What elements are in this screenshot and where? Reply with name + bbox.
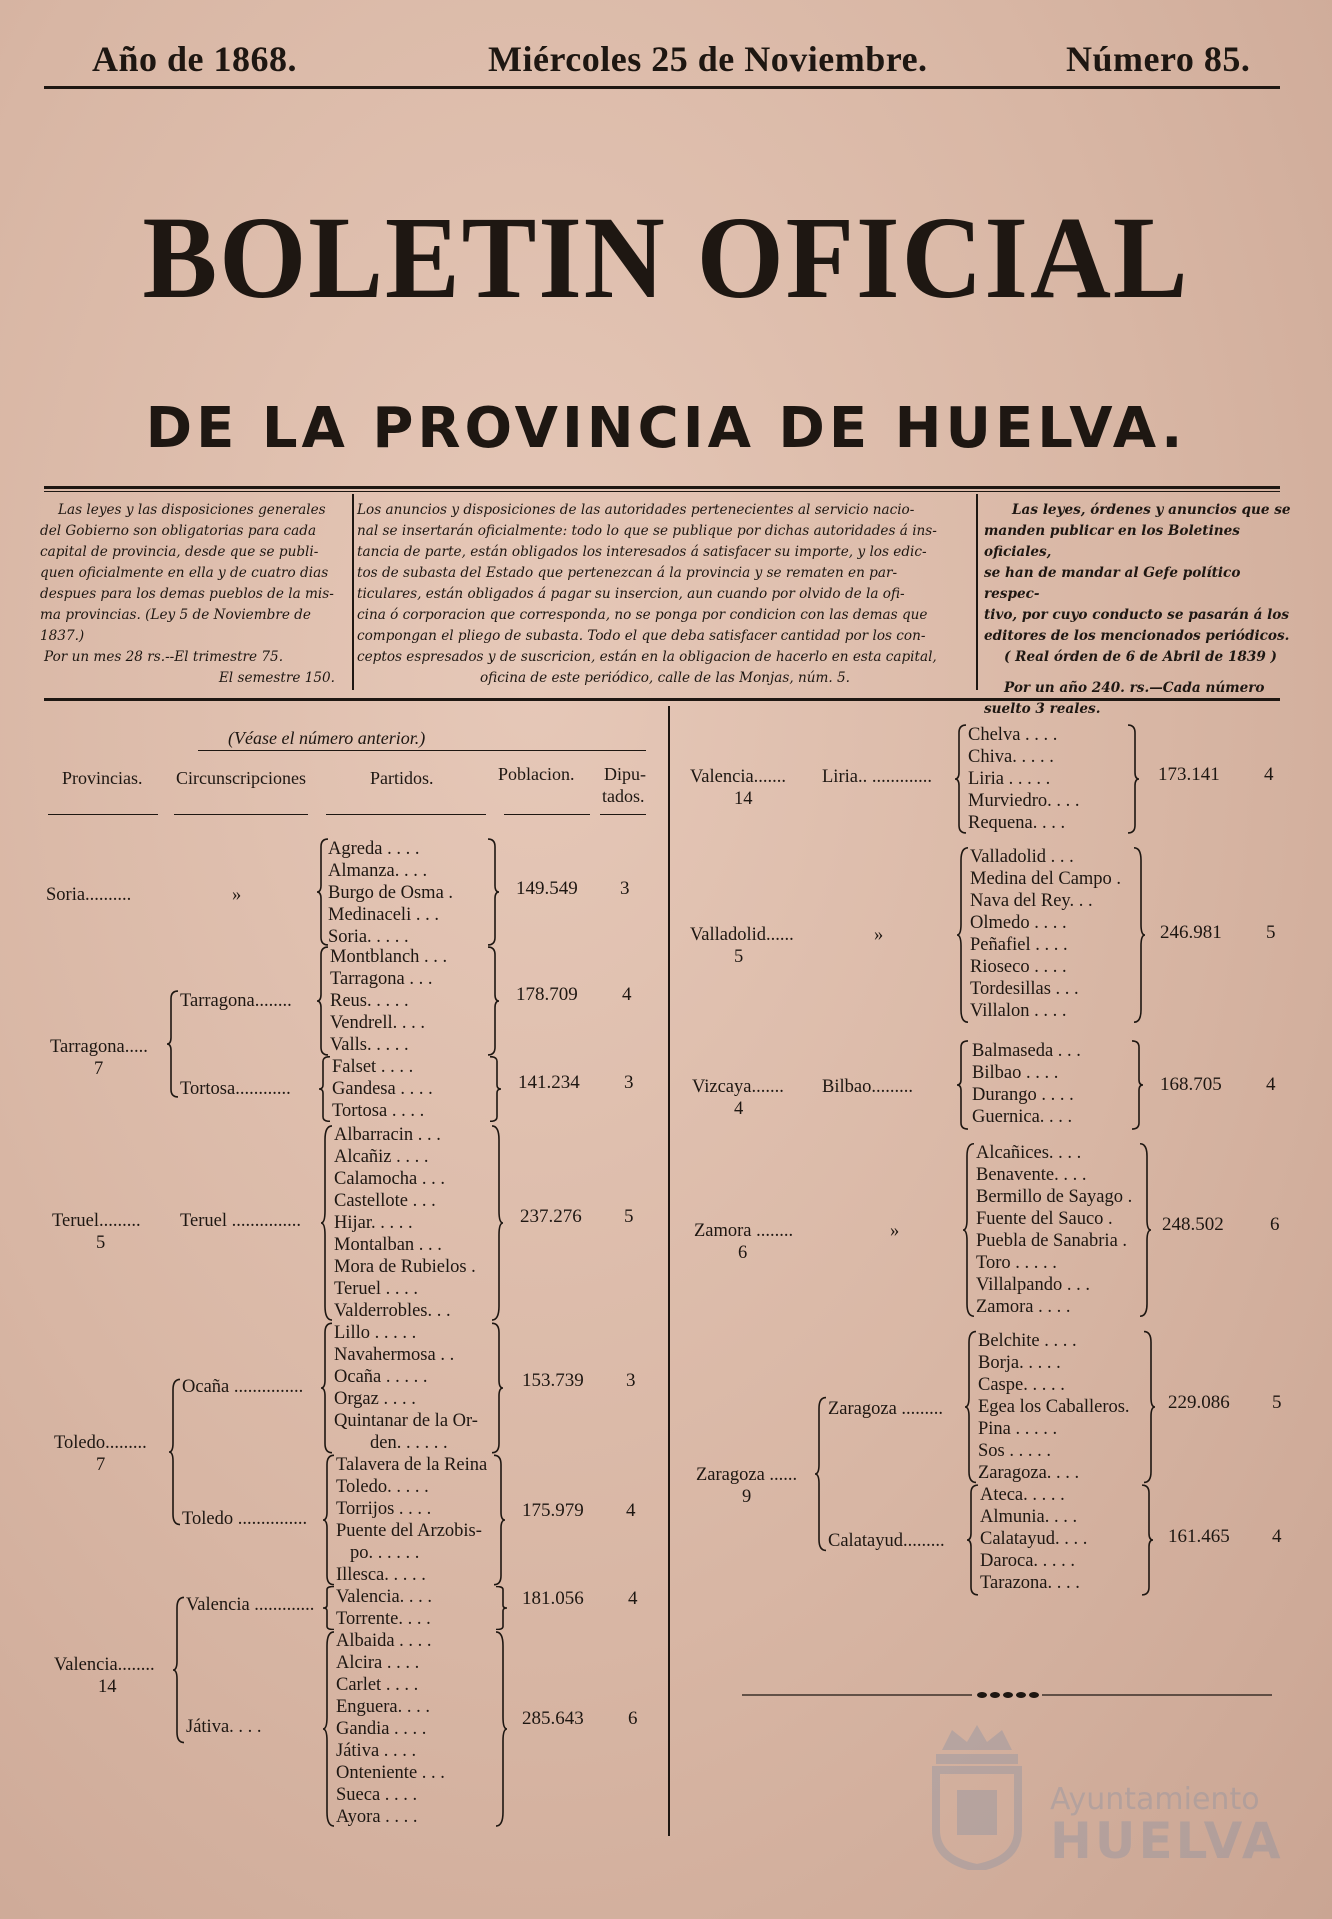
province-number: 7: [96, 1455, 106, 1475]
partido: Valls. . . . .: [330, 1035, 409, 1055]
partido: Illesca. . . . .: [336, 1565, 426, 1585]
notice-left-line: 1837.): [40, 628, 85, 644]
brace-right: [494, 1586, 508, 1630]
partido: Castellote . . .: [334, 1191, 436, 1211]
brace-left: [956, 1040, 970, 1130]
partido: Teruel . . . .: [334, 1279, 418, 1299]
header-underline: [504, 814, 590, 815]
partido: Valderrobles. . .: [334, 1301, 451, 1321]
partido: Toledo. . . . .: [336, 1477, 429, 1497]
partido: Fuente del Sauco .: [976, 1209, 1113, 1229]
partido: Ayora . . . .: [336, 1807, 418, 1827]
brace-left: [322, 1630, 336, 1828]
partido-list: [968, 724, 1080, 834]
partido-list: [970, 846, 1121, 1022]
partido-list: [976, 1142, 1132, 1318]
province-number: 5: [96, 1233, 106, 1253]
brace-right: [490, 1124, 504, 1322]
brace-right: [1126, 724, 1140, 834]
circ-tortosa: Tortosa............: [180, 1079, 291, 1099]
notice-left-line: del Gobierno son obligatorias para cada: [40, 523, 317, 539]
notice-right-line: suelto 3 reales.: [984, 701, 1101, 717]
diputados-value: 3: [626, 1370, 636, 1391]
col-partidos: Partidos.: [370, 768, 434, 788]
diputados-value: 5: [624, 1206, 634, 1227]
diputados-value: 4: [628, 1588, 638, 1609]
brace-right: [486, 946, 500, 1056]
diputados-value: 5: [1266, 922, 1276, 943]
notice-divider-2: [976, 494, 978, 690]
circ-ocana: Ocaña ...............: [182, 1377, 304, 1397]
partido: Tarazona. . . .: [980, 1573, 1080, 1593]
partido-list: [334, 1124, 476, 1322]
col-diputados: Dipu-: [604, 764, 646, 784]
partido: Bilbao . . . .: [972, 1063, 1059, 1083]
brace-circ: [814, 1396, 828, 1552]
notice-left-line: capital de provincia, desde que se publi-: [40, 544, 319, 560]
partido: Puebla de Sanabria .: [976, 1231, 1128, 1251]
notice-right-line: tivo, por cuyo conducto se pasarán á los: [984, 607, 1289, 623]
partido: Vendrell. . . .: [330, 1013, 426, 1033]
province-number: 5: [734, 947, 744, 967]
masthead-subtitle: DE LA PROVINCIA DE HUELVA.: [145, 396, 1187, 461]
partido: Caspe. . . . .: [978, 1375, 1065, 1395]
partido: Villalpando . . .: [976, 1275, 1090, 1295]
partido: Valencia. . . .: [336, 1587, 433, 1607]
partido: Nava del Rey. . .: [970, 891, 1093, 911]
partido: Alcañiz . . . .: [334, 1147, 429, 1167]
partido: Tordesillas . . .: [970, 979, 1079, 999]
poblacion-value: 229.086: [1168, 1392, 1230, 1413]
masthead-title: BOLETIN OFICIAL: [142, 192, 1190, 323]
province-teruel: Teruel.........: [52, 1211, 141, 1231]
brace-right: [492, 1454, 506, 1586]
brace-right: [494, 1630, 508, 1828]
partido-list: [328, 838, 453, 948]
partido: Hijar. . . . .: [334, 1213, 413, 1233]
poblacion-value: 141.234: [518, 1072, 580, 1093]
notice-center-line: compongan el pliego de subasta. Todo el que deba satisfacer cantidad por los con-: [357, 628, 926, 644]
notice-center-line: tos de subasta del Estado que pertenezcan á la provincia y se rematen en par-: [357, 565, 898, 581]
table-note: (Véase el número anterior.): [228, 728, 426, 748]
partido-list: [972, 1040, 1081, 1128]
province-number: 14: [98, 1677, 117, 1697]
diputados-value: 6: [1270, 1214, 1280, 1235]
ayuntamiento-huelva-watermark: [922, 1720, 1284, 1870]
notice-center-line: oficina de este periódico, calle de las Monjas, núm. 5.: [480, 670, 850, 686]
notice-center-line: ceptos espresados y de suscricion, están en la obligacion de hacerlo en esta capital,: [357, 649, 937, 665]
notice-left-line: El semestre 150.: [218, 670, 335, 686]
partido: Guernica. . . .: [972, 1107, 1073, 1127]
brace-right: [1140, 1484, 1154, 1596]
diputados-value: 6: [628, 1708, 638, 1729]
brace-left: [322, 1454, 336, 1586]
notice-center-line: ticulares, están obligados á pagar su insercion, aun cuando por olvido de la ofi-: [357, 586, 905, 602]
province-vizcaya: Vizcaya.......: [692, 1077, 784, 1097]
notice-right-line: Por un año 240. rs.—Cada número: [1004, 680, 1265, 696]
diputados-value: 4: [1272, 1526, 1282, 1547]
circ-ditto: »: [874, 925, 884, 945]
partido: Alcañices. . . .: [976, 1143, 1082, 1163]
notice-center-line: nal se insertarán oficialmente: todo lo que se publique por dichas autoridades á ins-: [357, 523, 937, 539]
partido: Montblanch . . .: [330, 947, 448, 967]
partido: Olmedo . . . .: [970, 913, 1067, 933]
end-ornament: [742, 1686, 1272, 1698]
partido: Medinaceli . . .: [328, 905, 439, 925]
brace-left: [322, 1586, 336, 1630]
col-provincias: Provincias.: [62, 768, 143, 788]
diputados-value: 4: [1266, 1074, 1276, 1095]
partido: Falset . . . .: [332, 1057, 414, 1077]
watermark-line2: HUELVA: [1050, 1812, 1284, 1870]
brace-left: [956, 846, 970, 1024]
diputados-value: 4: [626, 1500, 636, 1521]
brace-left: [320, 1322, 334, 1454]
partido: Liria . . . . .: [968, 769, 1051, 789]
column-divider: [668, 706, 670, 1836]
partido: Villalon . . . .: [970, 1001, 1067, 1021]
partido: Torrente. . . .: [336, 1609, 431, 1629]
notice-center-line: tancia de parte, están obligados los interesados á satisfacer su importe, y los edic-: [357, 544, 927, 560]
province-number: 9: [742, 1487, 752, 1507]
header-rule: [44, 86, 1280, 89]
partido: Quintanar de la Or-: [334, 1411, 478, 1431]
poblacion-value: 246.981: [1160, 922, 1222, 943]
notice-center: [357, 500, 973, 689]
partido: Calamocha . . .: [334, 1169, 445, 1189]
partido: Belchite . . . .: [978, 1331, 1077, 1351]
partido-list: [334, 1322, 478, 1454]
notice-left: [40, 500, 345, 689]
province-number: 14: [734, 789, 753, 809]
province-tarragona: Tarragona.....: [50, 1037, 148, 1057]
brace-right: [486, 838, 500, 946]
partido: Lillo . . . . .: [334, 1323, 417, 1343]
brace-right: [1132, 846, 1146, 1024]
watermark-line1: Ayuntamiento: [1050, 1782, 1260, 1817]
circ-ditto: »: [232, 885, 242, 905]
partido-list: [332, 1056, 433, 1122]
province-zaragoza: Zaragoza ......: [696, 1465, 798, 1485]
partido: Albaida . . . .: [336, 1631, 432, 1651]
poblacion-value: 178.709: [516, 984, 578, 1005]
notice-right-line: Las leyes, órdenes y anuncios que se: [1012, 502, 1291, 518]
notice-left-line: Las leyes y las disposiciones generales: [58, 502, 326, 518]
notice-right-line: manden publicar en los Boletines oficiales,: [984, 523, 1240, 560]
issue-number: Número 85.: [1066, 39, 1251, 79]
brace-right: [1138, 1142, 1152, 1318]
partido: Játiva . . . .: [336, 1741, 417, 1761]
partido: Onteniente . . .: [336, 1763, 445, 1783]
province-number: 6: [738, 1243, 748, 1263]
notice-left-line: despues para los demas pueblos de la mis-: [40, 586, 334, 602]
poblacion-value: 168.705: [1160, 1074, 1222, 1095]
partido: Calatayud. . . .: [980, 1529, 1088, 1549]
partido: Enguera. . . .: [336, 1697, 431, 1717]
partido: Rioseco . . . .: [970, 957, 1067, 977]
partido: Gandia . . . .: [336, 1719, 427, 1739]
brace-right: [1142, 1330, 1156, 1484]
partido: Medina del Campo .: [970, 869, 1122, 889]
partido: Mora de Rubielos .: [334, 1257, 476, 1277]
partido: Carlet . . . .: [336, 1675, 419, 1695]
partido: Balmaseda . . .: [972, 1041, 1081, 1061]
partido: Zamora . . . .: [976, 1297, 1071, 1317]
notice-right: [984, 500, 1296, 720]
partido: Sos . . . . .: [978, 1441, 1051, 1461]
partido-list: [980, 1484, 1087, 1594]
partido: den. . . . . .: [370, 1433, 448, 1453]
notice-bottom-rule: [44, 698, 1280, 701]
partido-list: [336, 1454, 487, 1586]
brace-right: [1130, 1040, 1144, 1130]
partido: Chelva . . . .: [968, 725, 1058, 745]
partido: Orgaz . . . .: [334, 1389, 416, 1409]
partido: Borja. . . . .: [978, 1353, 1061, 1373]
poblacion-value: 173.141: [1158, 764, 1220, 785]
notice-center-line: cina ó corporacion que corresponda, no se ponga por condicion con las demas que: [357, 607, 928, 623]
circ-liria: Liria.. .............: [822, 767, 932, 787]
diputados-value: 5: [1272, 1392, 1282, 1413]
partido: Bermillo de Sayago .: [976, 1187, 1133, 1207]
diputados-value: 3: [620, 878, 630, 899]
notice-left-line: ma provincias. (Ley 5 de Noviembre de: [40, 607, 311, 623]
brace-left: [316, 946, 330, 1056]
notice-divider-1: [352, 494, 354, 690]
poblacion-value: 181.056: [522, 1588, 584, 1609]
circ-zaragoza: Zaragoza .........: [828, 1399, 944, 1419]
poblacion-value: 248.502: [1162, 1214, 1224, 1235]
diputados-value: 4: [622, 984, 632, 1005]
circ-valencia: Valencia .............: [186, 1595, 315, 1615]
partido: Gandesa . . . .: [332, 1079, 433, 1099]
partido: Alcira . . . .: [336, 1653, 420, 1673]
notice-left-line: Por un mes 28 rs.--El trimestre 75.: [44, 649, 284, 665]
partido-list: [336, 1630, 445, 1828]
date-label: Miércoles 25 de Noviembre.: [488, 39, 928, 79]
brace-left: [962, 1142, 976, 1318]
poblacion-value: 285.643: [522, 1708, 584, 1729]
circ-ditto: »: [890, 1221, 900, 1241]
brace-left: [954, 724, 968, 834]
notice-right-line: se han de mandar al Gefe político respec-: [984, 565, 1241, 602]
circ-teruel: Teruel ...............: [180, 1211, 301, 1231]
partido: po. . . . . .: [350, 1543, 420, 1563]
col-circunscripciones: Circunscripciones: [176, 768, 306, 788]
partido: Ocaña . . . . .: [334, 1367, 428, 1387]
diputados-value: 3: [624, 1072, 634, 1093]
poblacion-value: 175.979: [522, 1500, 584, 1521]
brace-left: [966, 1484, 980, 1596]
year-label: Año de 1868.: [92, 39, 298, 79]
poblacion-value: 237.276: [520, 1206, 582, 1227]
partido: Almanza. . . .: [328, 861, 428, 881]
partido: Navahermosa . .: [334, 1345, 455, 1365]
partido: Albarracin . . .: [334, 1125, 441, 1145]
partido: Toro . . . . .: [976, 1253, 1057, 1273]
notice-left-line: quen oficialmente en ella y de cuatro dias: [40, 565, 329, 581]
province-valencia-right: Valencia.......: [690, 767, 787, 787]
province-number: 7: [94, 1059, 104, 1079]
partido: Torrijos . . . .: [336, 1499, 432, 1519]
brace-left: [320, 1124, 334, 1322]
poblacion-value: 161.465: [1168, 1526, 1230, 1547]
poblacion-value: 153.739: [522, 1370, 584, 1391]
col-poblacion: Poblacion.: [498, 764, 575, 784]
province-toledo: Toledo.........: [54, 1433, 147, 1453]
header-underline: [326, 814, 486, 815]
partido: Requena. . . .: [968, 813, 1066, 833]
diputados-value: 4: [1264, 764, 1274, 785]
partido: Montalban . . .: [334, 1235, 442, 1255]
partido: Egea los Caballeros.: [978, 1397, 1130, 1417]
coat-of-arms-icon: [922, 1720, 1032, 1870]
partido: Almunia. . . .: [980, 1507, 1078, 1527]
brace-right: [490, 1322, 504, 1454]
partido: Burgo de Osma .: [328, 883, 454, 903]
circ-bilbao: Bilbao.........: [822, 1077, 913, 1097]
circ-tarragona: Tarragona........: [180, 991, 292, 1011]
partido-list: [336, 1586, 432, 1630]
header-underline: [174, 814, 308, 815]
partido: Murviedro. . . .: [968, 791, 1080, 811]
province-number: 4: [734, 1099, 744, 1119]
partido: Reus. . . . .: [330, 991, 409, 1011]
partido: Tortosa . . . .: [332, 1101, 425, 1121]
partido: Sueca . . . .: [336, 1785, 418, 1805]
partido: Talavera de la Reina: [336, 1455, 488, 1475]
partido: Tarragona . . .: [330, 969, 433, 989]
province-valencia: Valencia........: [54, 1655, 155, 1675]
province-soria: Soria..........: [46, 885, 132, 905]
notice-top-rule-thin: [44, 491, 1280, 492]
partido: Ateca. . . . .: [980, 1485, 1065, 1505]
notice-top-rule: [44, 486, 1280, 489]
col-diputados-2: tados.: [602, 786, 645, 806]
partido: Durango . . . .: [972, 1085, 1074, 1105]
circ-toledo: Toledo ...............: [182, 1509, 308, 1529]
header-underline: [48, 814, 158, 815]
province-zamora: Zamora ........: [694, 1221, 794, 1241]
partido: Puente del Arzobis-: [336, 1521, 482, 1541]
partido: Daroca. . . . .: [980, 1551, 1076, 1571]
partido: Benavente. . . .: [976, 1165, 1087, 1185]
partido: Valladolid . . .: [970, 847, 1074, 867]
brace-left: [318, 1056, 332, 1122]
partido: Peñafiel . . . .: [970, 935, 1068, 955]
circ-calatayud: Calatayud.........: [828, 1531, 945, 1551]
partido: Chiva. . . . .: [968, 747, 1054, 767]
partido: Pina . . . . .: [978, 1419, 1058, 1439]
notice-right-line: ( Real órden de 6 de Abril de 1839 ): [1004, 649, 1277, 665]
notice-right-line: editores de los mencionados periódicos.: [984, 628, 1290, 644]
province-valladolid: Valladolid......: [690, 925, 794, 945]
poblacion-value: 149.549: [516, 878, 578, 899]
header-underline: [600, 814, 646, 815]
partido-list: [330, 946, 447, 1056]
brace-circ: [166, 990, 180, 1098]
note-underline: [198, 750, 646, 751]
notice-center-line: Los anuncios y disposiciones de las autoridades pertenecientes al servicio nacio-: [357, 502, 915, 518]
partido: Zaragoza. . . .: [978, 1463, 1080, 1483]
partido-list: [978, 1330, 1130, 1484]
brace-circ: [172, 1596, 186, 1744]
circ-jativa: Játiva. . . .: [186, 1717, 262, 1737]
partido: Soria. . . . .: [328, 927, 409, 947]
brace-left: [964, 1330, 978, 1484]
partido: Agreda . . . .: [328, 839, 420, 859]
brace-circ: [168, 1378, 182, 1526]
brace-right: [488, 1056, 502, 1122]
